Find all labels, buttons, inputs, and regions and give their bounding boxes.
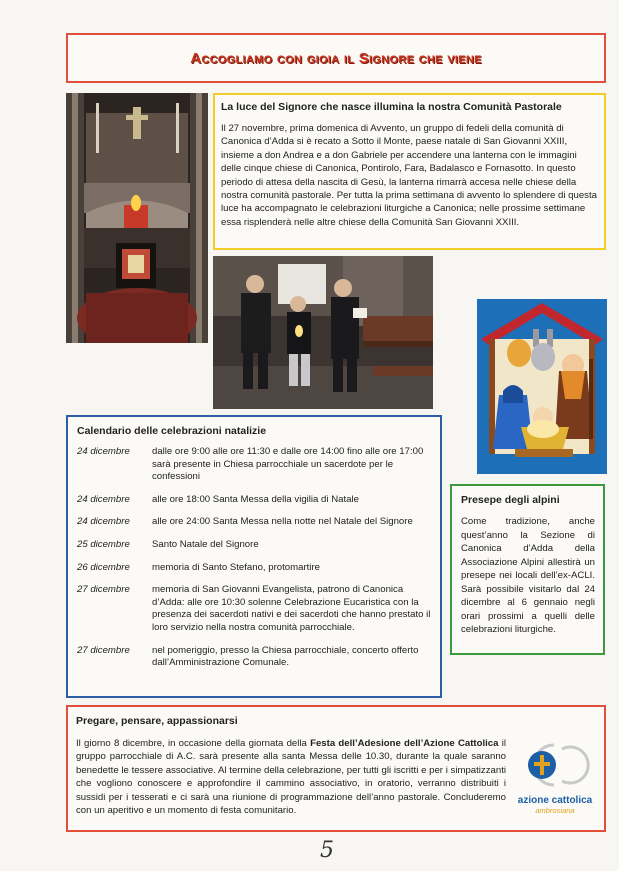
calendar-date: 25 dicembre xyxy=(77,538,130,550)
calendar-date: 24 dicembre xyxy=(77,516,130,528)
calendar-date: 27 dicembre xyxy=(77,584,130,596)
calendar-desc: alle ore 18:00 Santa Messa della vigilia di Natale xyxy=(152,493,359,505)
luce-article xyxy=(213,93,606,250)
calendar-row xyxy=(77,539,432,552)
presepe-body: Come tradizione, anche quest’anno la Sezione di Canonica d’Adda della Associazione Alpini allestirà un presepe nei locali dell’ex-ACLI. Sarà possibile visitarlo dal 24 dicembre al 6 gennaio negli orari prossimi a quelli delle celebrazioni liturgiche. xyxy=(461,516,595,635)
pregare-body xyxy=(76,737,506,817)
presepe-title: Presepe degli alpini xyxy=(461,494,560,506)
nativity-illustration xyxy=(477,299,607,474)
calendar-desc: memoria di Santo Stefano, protomartire xyxy=(152,561,320,573)
pregare-body-part2: il gruppo parrocchiale di A.C. sarà presente alla santa Messa delle 10.30, durante la quale saranno benedette le tessere associative. Al termine della celebrazione, per tutti gli iscritti e per i simpatizzanti che vogliono conoscere e approfondire il cammino associativo, in oratorio, verranno distribuiti i sussidi per i tesserati e ci sarà una riunione di programmazione dell’anno pastorale. Concluderemo con un aperitivo e un momento di festa comunitario. xyxy=(76,738,506,817)
pregare-body-bold: Festa dell’Adesione dell’Azione Cattolica xyxy=(310,738,499,749)
calendar-row xyxy=(77,494,432,507)
calendar-row xyxy=(77,645,432,670)
azione-cattolica-emblem-icon xyxy=(514,741,596,789)
presepe-box xyxy=(450,484,605,655)
calendar-row xyxy=(77,446,432,484)
calendario-title: Calendario delle celebrazioni natalizie xyxy=(77,425,267,437)
title-banner xyxy=(66,33,606,83)
calendar-row xyxy=(77,516,432,529)
page-number: 5 xyxy=(320,838,334,863)
calendar-date: 24 dicembre xyxy=(77,446,130,457)
luce-body: Il 27 novembre, prima domenica di Avvento, un gruppo di fedeli della comunità di Canonica d’Adda si è recato a Sotto il Monte, paese natale di San Giovanni XXIII, insieme a don Andrea e a don Gabriele per accendere una lanterna con le immagini delle cinque chiese di Canonica, Pontirolo, Fara, Badalasco e Fornasotto. In questo periodo di attesa della nascita di Gesù, la lanterna rimarrà accesa nelle chiese della nostra comunità pastorale. Per tutta la prima settimana di avvento lo splendere di questa luce ha accompagnato le celebrazioni liturgiche a Canonica; nelle prossime settimane essa risplenderà nelle altre chiese della Comunità San Giovanni XXIII. xyxy=(221,123,597,228)
calendar-row xyxy=(77,584,432,634)
church-altar-photo xyxy=(66,93,208,343)
calendar-desc: memoria di San Giovanni Evangelista, patrono di Canonica d’Adda: alle ore 10:30 solenne Celebrazione Eucaristica con la presenza dei sacerdoti nativi e dei sacerdoti che hanno prestato il loro servizio nella nostra comunità parrocchiale. xyxy=(152,584,431,633)
page-title: Accogliamo con gioia il Signore che viene xyxy=(190,49,482,67)
calendar-desc: nel pomeriggio, presso la Chiesa parrocchiale, concerto offerto dall’Amministrazione Comunale. xyxy=(152,644,419,669)
group-photo xyxy=(213,256,433,409)
pregare-title: Pregare, pensare, appassionarsi xyxy=(76,715,238,727)
calendar-date: 24 dicembre xyxy=(77,493,130,505)
calendario-box xyxy=(66,415,442,698)
pregare-body-part1: Il giorno 8 dicembre, in occasione della giornata della xyxy=(76,738,311,749)
calendar-desc: alle ore 24:00 Santa Messa nella notte nel Natale del Signore xyxy=(152,516,413,528)
pregare-box xyxy=(66,705,606,832)
calendar-date: 26 dicembre xyxy=(77,561,130,573)
calendar-desc: Santo Natale del Signore xyxy=(152,538,259,550)
azione-cattolica-logo xyxy=(514,741,596,821)
calendar-date: 27 dicembre xyxy=(77,644,130,656)
logo-name: azione cattolica xyxy=(517,795,593,806)
logo-subtitle: ambrosiana xyxy=(535,806,575,815)
calendar-desc: dalle ore 9:00 alle ore 11:30 e dalle ore 14:00 fino alle ore 17:00 sarà presente in Chiesa parrocchiale un sacerdote per le confessioni xyxy=(152,446,424,483)
calendar-row xyxy=(77,562,432,575)
luce-title: La luce del Signore che nasce illumina la nostra Comunità Pastorale xyxy=(221,101,562,113)
